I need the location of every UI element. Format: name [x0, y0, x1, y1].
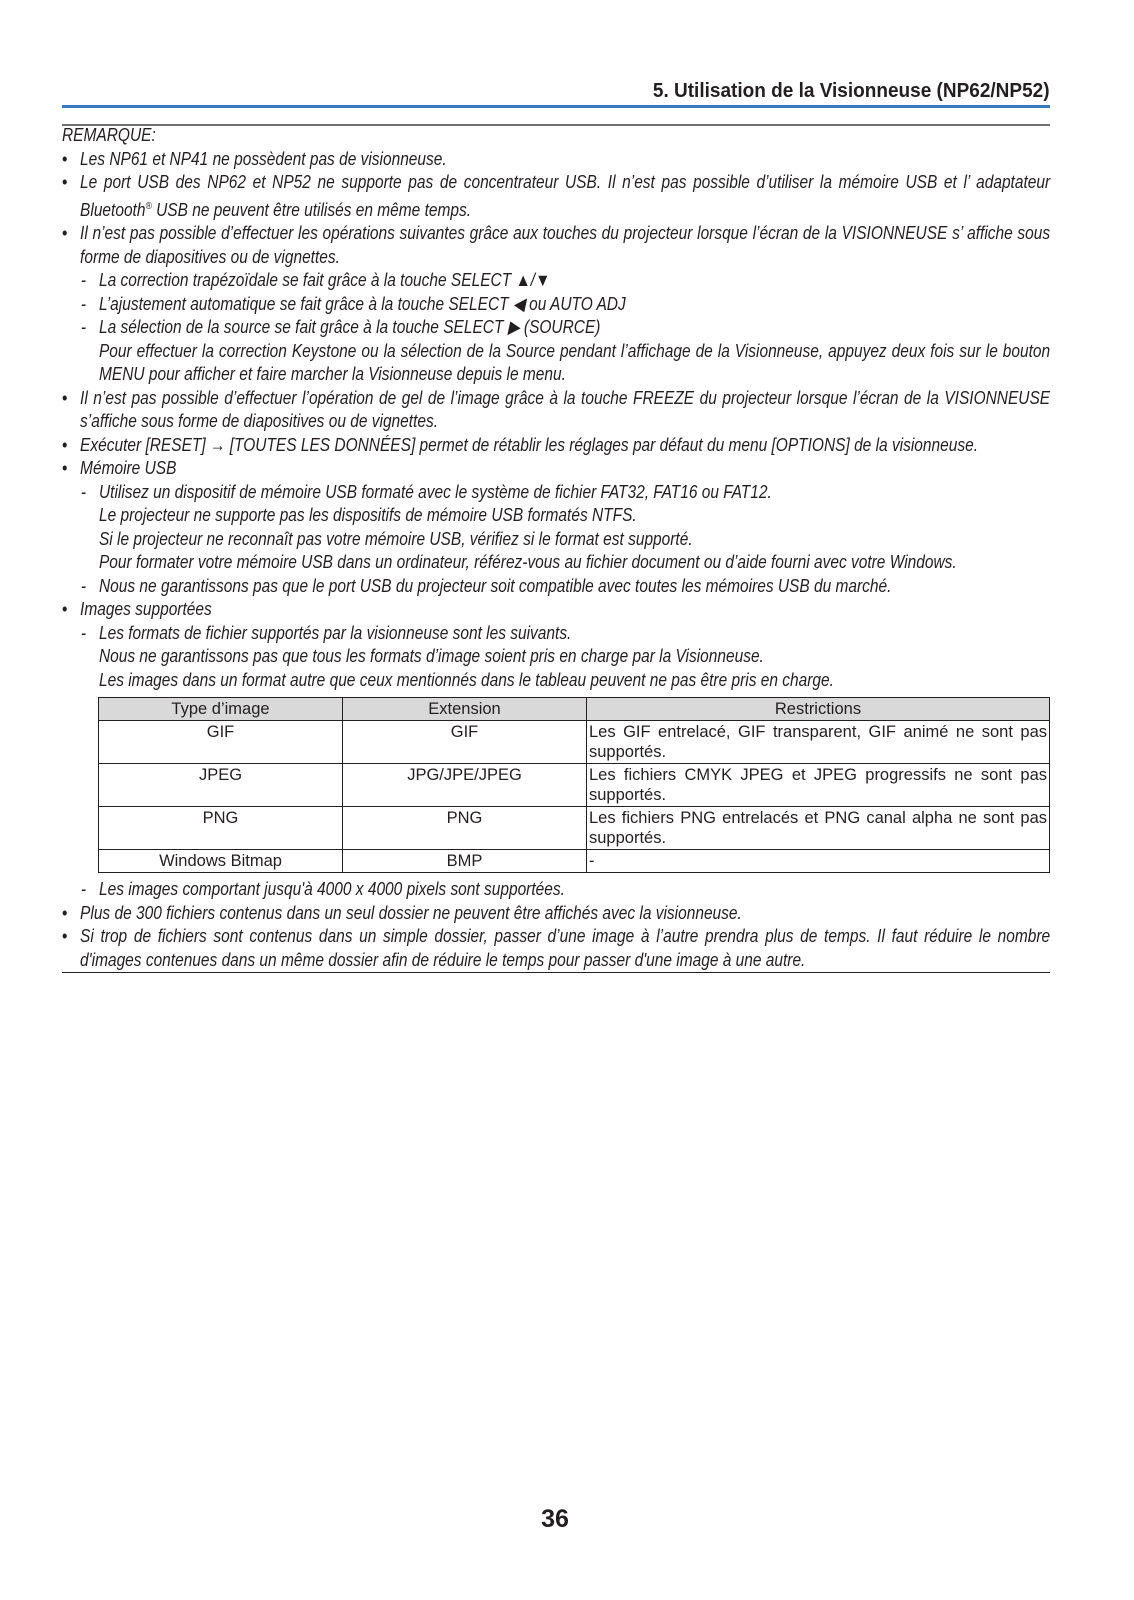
section-end-rule	[62, 972, 1050, 973]
note: • Si trop de fichiers sont contenus dans un simple dossier, passer d’une image à l’autre prendra plus de temps. Il faut réduire le nombre d'images contenues dans un même dossier afin de réduire le temps pour passer d'une image à une autre.	[62, 925, 1050, 972]
note: • Les NP61 et NP41 ne possèdent pas de visionneuse.	[62, 148, 1050, 172]
table-row: Windows Bitmap BMP -	[99, 850, 1050, 873]
table-header-row	[99, 698, 1050, 721]
note: • Le port USB des NP62 et NP52 ne supporte pas de concentrateur USB. Il n’est pas possible d’utiliser la mémoire USB et l’ adaptateur Bluetooth® USB ne peuvent être utilisés en même temps.	[62, 171, 1050, 222]
table-row: JPEG JPG/JPE/JPEG Les fichiers CMYK JPEG et JPEG progressifs ne sont pas supportés.	[99, 764, 1050, 807]
sub-note: - L’ajustement automatique se fait grâce à la touche SELECT ◀ ou AUTO ADJ	[62, 293, 1050, 317]
note: • Plus de 300 fichiers contenus dans un seul dossier ne peuvent être affichés avec la visionneuse.	[62, 902, 1050, 926]
note: • Il n’est pas possible d’effectuer l’opération de gel de l’image grâce à la touche FREEZE du projecteur lorsque l’écran de la VISIONNEUSE s’affiche sous forme de diapositives ou de vignettes.	[62, 387, 1050, 434]
sub-note: - La correction trapézoïdale se fait grâce à la touche SELECT ▲/▼	[62, 269, 1050, 293]
table-row: PNG PNG Les fichiers PNG entrelacés et PNG canal alpha ne sont pas supportés.	[99, 807, 1050, 850]
sub-note: - Nous ne garantissons pas que le port USB du projecteur soit compatible avec toutes les mémoires USB du marché.	[62, 575, 1050, 599]
remark-section	[62, 124, 1050, 973]
sub-note: - Les images comportant jusqu'à 4000 x 4000 pixels sont supportées.	[62, 878, 1050, 902]
sub-note-continuation: Pour effectuer la correction Keystone ou la sélection de la Source pendant l’affichage de la Visionneuse, appuyez deux fois sur le bouton MENU pour afficher et faire marcher la Visionneuse depuis le menu.	[98, 340, 1051, 384]
header-blue-rule	[62, 105, 1050, 108]
remark-label: REMARQUE:	[62, 125, 156, 145]
sub-note: - Les formats de fichier supportés par la visionneuse sont les suivants.	[62, 622, 1050, 646]
sub-note-continuation: Pour formater votre mémoire USB dans un ordinateur, référez-vous au fichier document ou d’aide fourni avec votre Windows.	[98, 552, 957, 572]
column-header: Type d’image	[99, 698, 343, 721]
page-number: 36	[541, 1505, 569, 1533]
note: • Mémoire USB	[62, 457, 1050, 481]
sub-note-continuation: Le projecteur ne supporte pas les dispositifs de mémoire USB formatés NTFS.	[98, 505, 637, 525]
sub-note-continuation: Nous ne garantissons pas que tous les formats d’image soient pris en charge par la Visionneuse.	[98, 646, 764, 666]
note: • Exécuter [RESET] → [TOUTES LES DONNÉES] permet de rétablir les réglages par défaut du menu [OPTIONS] de la visionneuse.	[62, 434, 1050, 458]
image-format-table	[98, 697, 1050, 873]
sub-note: - La sélection de la source se fait grâce à la touche SELECT ▶ (SOURCE)	[62, 316, 1050, 340]
table-row: GIF GIF Les GIF entrelacé, GIF transparent, GIF animé ne sont pas supportés.	[99, 721, 1050, 764]
column-header: Restrictions	[587, 698, 1050, 721]
chapter-header: 5. Utilisation de la Visionneuse (NP62/NP52)	[653, 80, 1050, 102]
column-header: Extension	[343, 698, 587, 721]
sub-note: - Utilisez un dispositif de mémoire USB formaté avec le système de fichier FAT32, FAT16 ou FAT12.	[62, 481, 1050, 505]
note: • Il n’est pas possible d’effectuer les opérations suivantes grâce aux touches du projecteur lorsque l’écran de la VISIONNEUSE s’ affiche sous forme de diapositives ou de vignettes.	[62, 222, 1050, 269]
sub-note-continuation: Si le projecteur ne reconnaît pas votre mémoire USB, vérifiez si le format est supporté.	[98, 528, 693, 549]
sub-note-continuation: Les images dans un format autre que ceux mentionnés dans le tableau peuvent ne pas être pris en charge.	[98, 669, 834, 690]
note: • Images supportées	[62, 598, 1050, 622]
